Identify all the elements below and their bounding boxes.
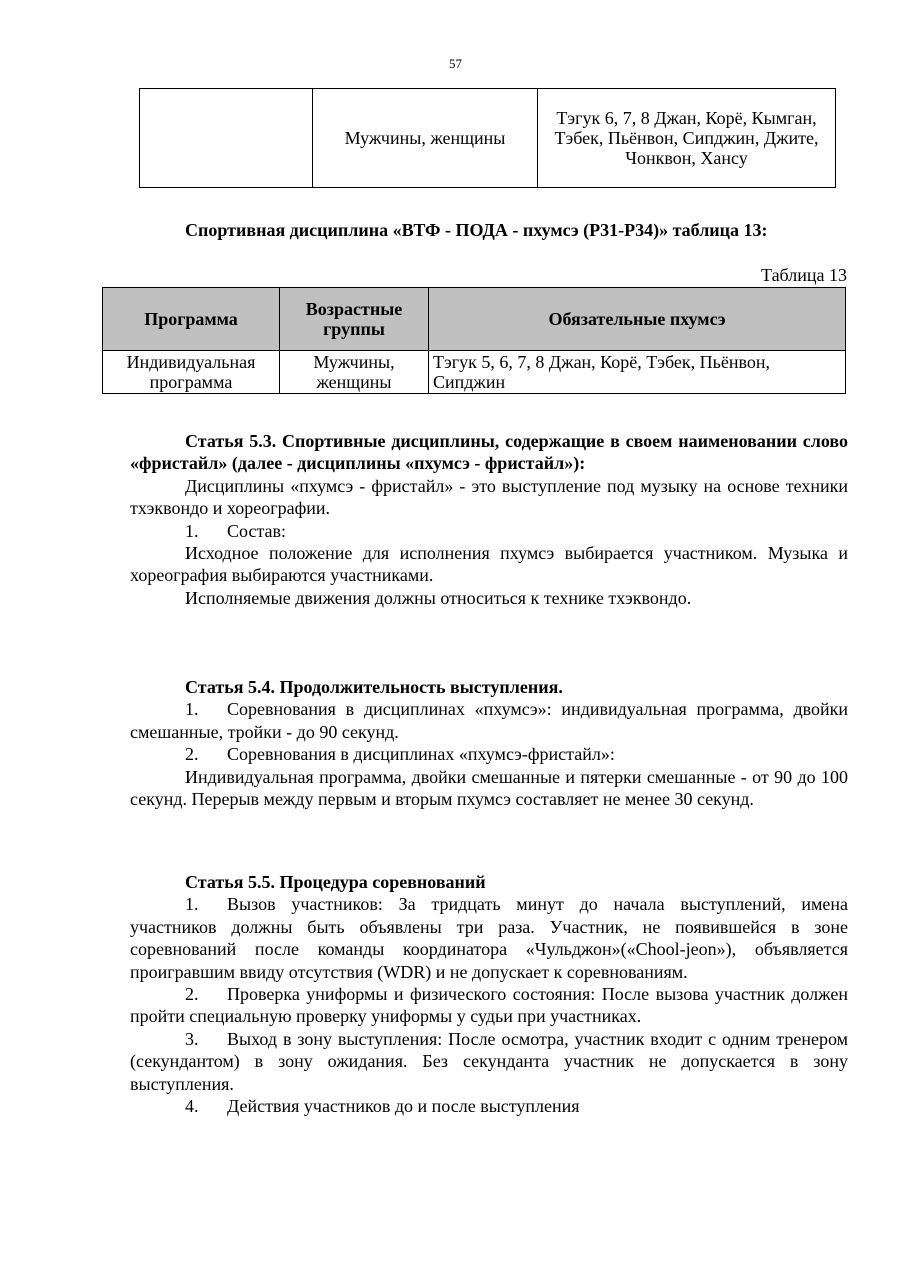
table-row — [140, 89, 836, 188]
list-item-text: Вызов участников: За тридцать минут до начала выступлений, имена участников должны быть объявлены три раза. Участник, не появившейся в зоне соревнований после команды координатора «Чульджон»(«Chool-jeon»), объявляется проигравшим ввиду отсутствия (WDR) и не допускает к соревнованиям. — [130, 894, 848, 982]
list-number: 1. — [185, 894, 199, 915]
list-item — [130, 893, 848, 983]
article-5-3 — [130, 430, 848, 609]
table-cell: Тэгук 5, 6, 7, 8 Джан, Корё, Тэбек, Пьёнвон, Сипджин — [429, 351, 846, 394]
table-cell: Мужчины, женщины — [280, 351, 429, 394]
column-header: Возрастные группы — [280, 288, 429, 351]
table-13-caption: Таблица 13 — [761, 265, 847, 285]
table-cell — [140, 89, 313, 188]
article-5-5 — [130, 871, 848, 1117]
column-header: Обязательные пхумсэ — [429, 288, 846, 351]
list-item-text: Состав: — [227, 520, 287, 541]
table-row — [103, 351, 846, 394]
list-item — [130, 520, 848, 542]
list-number: 2. — [185, 744, 199, 765]
table-cell: Тэгук 6, 7, 8 Джан, Корё, Кымган, Тэбек, Пьёнвон, Сипджин, Джите, Чонквон, Хансу — [538, 89, 836, 188]
list-item-text: Проверка униформы и физического состояния: После вызова участник должен пройти специальную проверку униформы у судьи при участниках. — [130, 984, 848, 1027]
list-number: 2. — [185, 984, 199, 1005]
article-title: Статья 5.5. Процедура соревнований — [185, 872, 486, 892]
page-number: 57 — [449, 56, 462, 71]
list-item — [130, 743, 848, 765]
paragraph: Исполняемые движения должны относиться к технике тхэквондо. — [185, 587, 692, 608]
list-item — [130, 1095, 848, 1117]
paragraph: Дисциплины «пхумсэ - фристайл» - это выступление под музыку на основе техники тхэквондо и хореографии. — [130, 475, 848, 519]
column-header: Программа — [103, 288, 280, 351]
list-item-text: Выход в зону выступления: После осмотра, участник входит с одним тренером (секундантом) в зону ожидания. Без секунданта участник не допускается в зону выступления. — [130, 1028, 848, 1094]
article-title: Статья 5.4. Продолжительность выступления. — [185, 677, 563, 697]
table-13-heading-text: Спортивная дисциплина «ВТФ - ПОДА - пхумсэ (Р31-Р34)» таблица 13: — [185, 220, 768, 240]
table-13 — [102, 287, 846, 394]
table-cell: Индивидуальная программа — [103, 351, 280, 394]
list-item-text: Соревнования в дисциплинах «пхумсэ-фристайл»: — [227, 744, 615, 765]
list-item-text: Соревнования в дисциплинах «пхумсэ»: индивидуальная программа, двойки смешанные, тройки - до 90 секунд. — [130, 699, 848, 742]
article-title: Статья 5.3. Спортивные дисциплины, содержащие в своем наименовании слово «фристайл» (далее - дисциплины «пхумсэ - фристайл»): — [130, 431, 848, 474]
list-item-text: Действия участников до и после выступления — [227, 1096, 580, 1117]
table-cell: Мужчины, женщины — [313, 89, 538, 188]
list-item — [130, 983, 848, 1028]
article-5-4 — [130, 676, 848, 810]
continued-table — [139, 88, 836, 188]
table-13-heading — [130, 218, 848, 242]
list-item — [130, 1028, 848, 1095]
table-header-row — [103, 288, 846, 351]
paragraph: Исходное положение для исполнения пхумсэ выбирается участником. Музыка и хореография выбираются участниками. — [130, 543, 848, 586]
list-number: 1. — [185, 699, 199, 720]
paragraph: Индивидуальная программа, двойки смешанные и пятерки смешанные - от 90 до 100 секунд. Перерыв между первым и вторым пхумсэ составляет не менее 30 секунд. — [130, 766, 848, 810]
list-number: 3. — [185, 1028, 199, 1049]
list-item — [130, 698, 848, 743]
list-number: 1. — [185, 520, 199, 541]
list-number: 4. — [185, 1096, 199, 1117]
